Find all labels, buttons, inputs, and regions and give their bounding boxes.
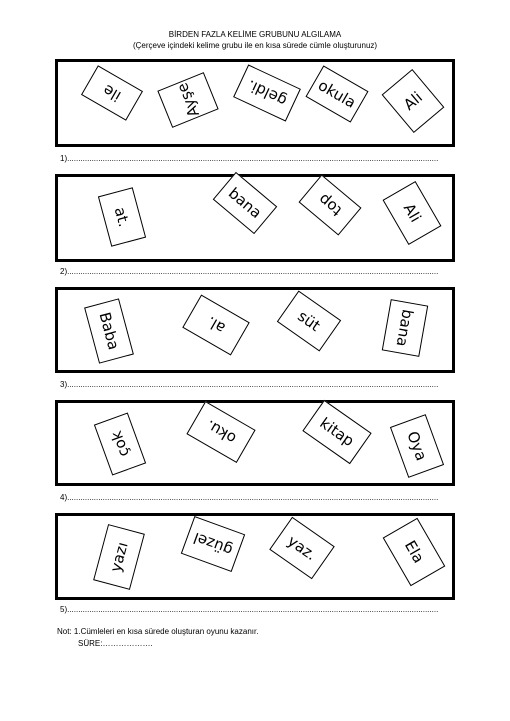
word-card[interactable]: bana (213, 172, 278, 234)
word-card[interactable]: yaz. (269, 517, 335, 580)
word-card[interactable]: okula (305, 65, 368, 122)
word-card[interactable]: Ali (382, 69, 445, 133)
answer-line-4[interactable]: 4)....................................................................................................................................................................... (60, 493, 439, 502)
word-card[interactable]: top (299, 174, 362, 235)
word-card[interactable]: süt (277, 291, 341, 352)
word-card[interactable]: kitap (302, 400, 371, 464)
word-card[interactable]: ile (81, 65, 143, 120)
word-card[interactable]: güzel (181, 516, 245, 572)
word-card[interactable]: Baba (84, 298, 134, 363)
answer-line-3[interactable]: 3)....................................................................................................................................................................... (60, 380, 439, 389)
answer-line-1[interactable]: 1)....................................................................................................................................................................... (60, 154, 439, 163)
word-card[interactable]: al. (182, 295, 249, 356)
word-frame-4 (55, 400, 455, 486)
word-card[interactable]: at. (98, 187, 146, 247)
word-card[interactable]: geldi. (233, 64, 301, 121)
answer-line-2[interactable]: 2)....................................................................................................................................................................... (60, 267, 439, 276)
word-card[interactable]: bana (382, 299, 428, 357)
word-card[interactable]: Ali (383, 181, 442, 245)
word-card[interactable]: Ayşe (157, 72, 218, 128)
word-card[interactable]: yazı (93, 524, 145, 590)
word-frame-3 (55, 287, 455, 373)
word-frame-2 (55, 174, 455, 262)
word-card[interactable]: Ela (383, 518, 446, 586)
time-label[interactable]: SÜRE:………………. (78, 639, 153, 648)
word-card[interactable]: Oya (390, 414, 444, 478)
word-card[interactable]: oku. (186, 401, 255, 463)
page-title: BİRDEN FAZLA KELİME GRUBUNU ALGILAMA (168, 30, 342, 39)
word-frame-5 (55, 513, 455, 600)
page-subtitle: (Çerçeve içindeki kelime grubu ile en kısa sürede cümle oluşturunuz) (132, 41, 378, 50)
word-card[interactable]: çok (94, 412, 146, 475)
note-text: Not: 1.Cümleleri en kısa sürede oluşturan oyunu kazanır. (57, 627, 259, 636)
word-frame-1 (55, 59, 455, 147)
answer-line-5[interactable]: 5)....................................................................................................................................................................... (60, 605, 439, 614)
